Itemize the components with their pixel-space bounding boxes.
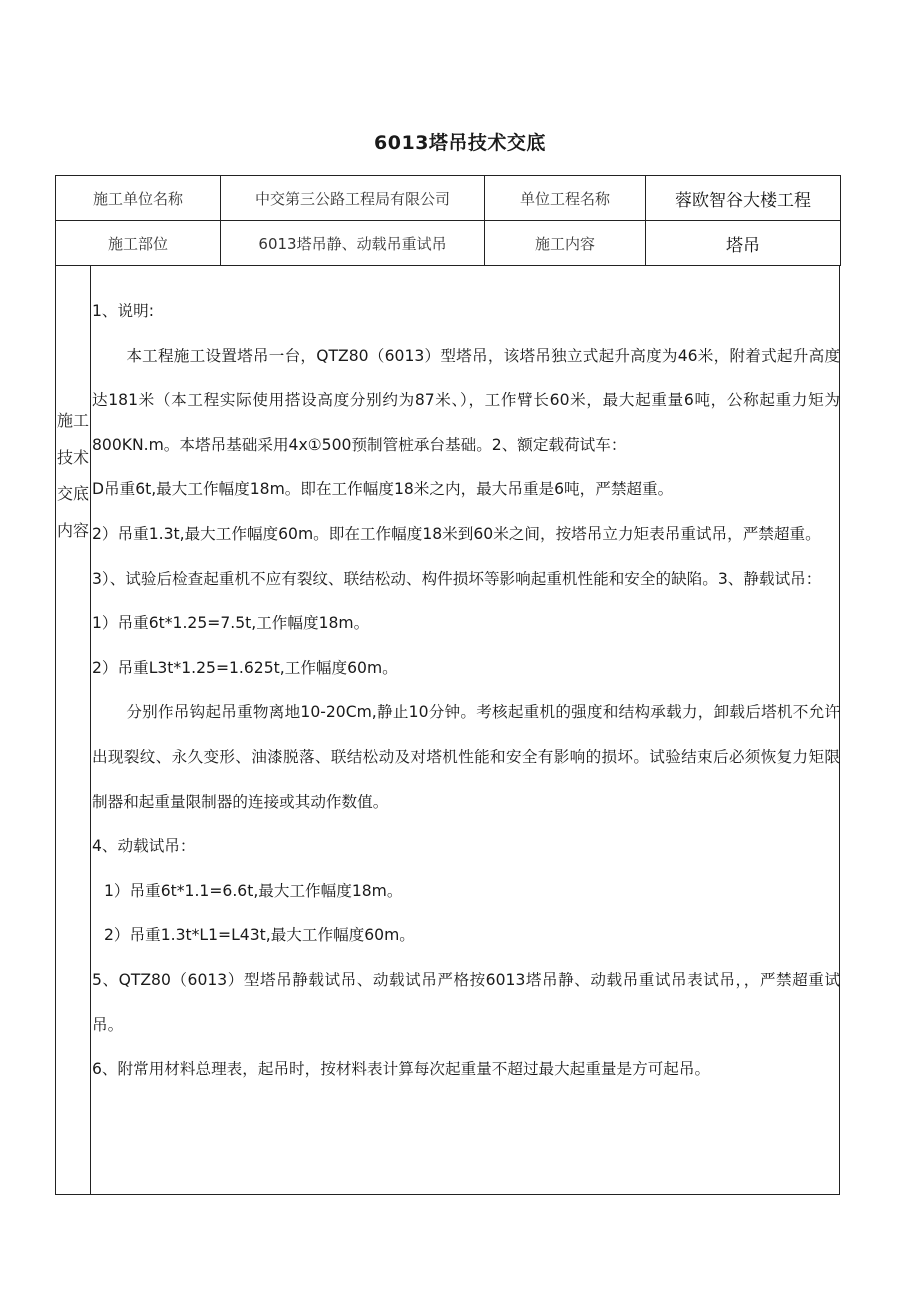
header-row [56,176,841,221]
paragraph: D吊重6t,最大工作幅度18m。即在工作幅度18米之内，最大吊重是6吨，严禁超重。 [92,480,674,499]
header-table [55,175,841,266]
paragraph: 4、动载试吊： [92,837,196,856]
paragraph: 分别作吊钩起吊重物离地10-20Cm,静止10分钟。考核起重机的强度和结构承载力，卸载后塔机不允许出现裂纹、永久变形、油漆脱落、联结松动及对塔机性能和安全有影响的损坏。试验结束后必须恢复力矩限制器和起重量限制器的连接或其动作数值。 [92,703,840,811]
paragraph: 2）吊重1.3t,最大工作幅度60m。即在工作幅度18米到60米之间，按塔吊立力矩表吊重试吊，严禁超重。 [92,524,821,543]
construction-content-label: 施工内容 [485,221,646,266]
header-row [56,221,841,266]
disclosure-content [92,289,840,1092]
construction-unit-value: 中交第三公路工程局有限公司 [221,176,485,221]
construction-part-value: 6013塔吊静、动载吊重试吊 [221,221,485,266]
paragraph: 1）吊重6t*1.25=7.5t,工作幅度18m。 [92,614,370,633]
paragraph: 3）、试验后检查起重机不应有裂纹、联结松动、构件损坏等影响起重机性能和安全的缺陷。3、静载试吊： [92,569,822,588]
paragraph: 2）吊重1.3t*L1=L43t,最大工作幅度60m。 [104,926,415,945]
project-name-value: 蓉欧智谷大楼工程 [646,176,841,221]
project-name-label: 单位工程名称 [485,176,646,221]
paragraph: 1）吊重6t*1.1=6.6t,最大工作幅度18m。 [104,881,403,900]
side-column [56,265,91,1194]
paragraph: 6、附常用材料总理表，起吊时，按材料表计算每次起重量不超过最大起重量是方可起吊。 [92,1060,711,1079]
paragraph: 本工程施工设置塔吊一台，QTZ80（6013）型塔吊，该塔吊独立式起升高度为46米，附着式起升高度达181米（本工程实际使用搭设高度分别约为87米、），工作臂长60米，最大起重量6吨，公称起重力矩为800KN.m。本塔吊基础采用4x①500预制管桩承台基础。2、额定载荷试车： [92,346,840,454]
paragraph: 5、QTZ80（6013）型塔吊静载试吊、动载试吊严格按6013塔吊静、动载吊重试吊表试吊，，严禁超重试吊。 [92,970,840,1034]
construction-content-value: 塔吊 [646,221,841,266]
side-label: 施工技术交底内容 [56,411,89,540]
disclosure-body [55,265,840,1195]
document-title: 6013塔吊技术交底 [374,132,546,154]
construction-part-label: 施工部位 [56,221,221,266]
paragraph: 2）吊重L3t*1.25=1.625t,工作幅度60m。 [92,658,398,677]
construction-unit-label: 施工单位名称 [56,176,221,221]
paragraph: 1、说明: [92,302,154,320]
